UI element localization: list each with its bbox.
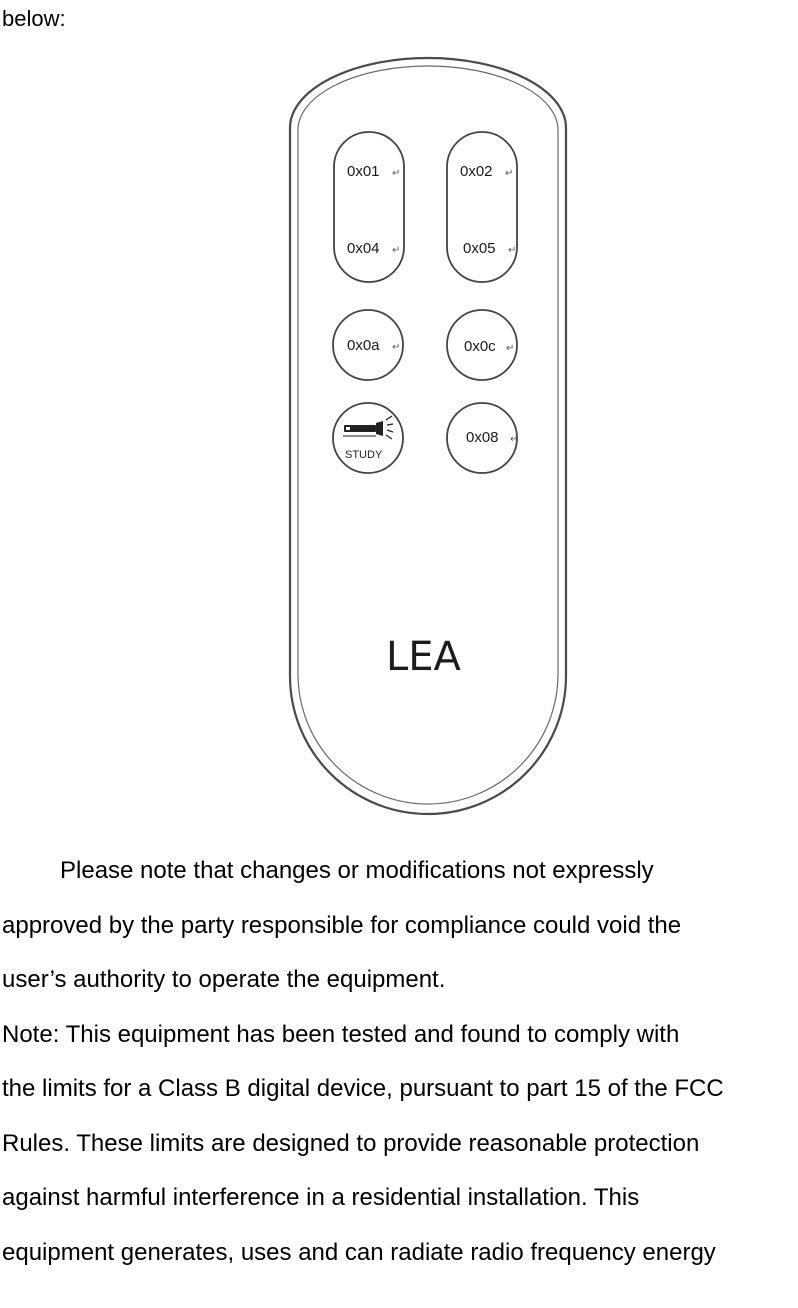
remote-outer-outline [290, 58, 566, 814]
return-mark: ↵ [506, 343, 515, 354]
button-label-0x04: 0x04 [347, 240, 380, 257]
button-label-0x0a: 0x0a [347, 337, 380, 354]
paragraph-line: Rules. These limits are designed to provide reasonable protection [2, 1129, 700, 1157]
paragraph-line: against harmful interference in a residential installation. This [2, 1184, 640, 1211]
button-label-study: STUDY [345, 449, 383, 461]
paragraph-line: Please note that changes or modifications not expressly [60, 857, 654, 884]
flashlight-icon [343, 416, 393, 439]
return-mark: ↵ [510, 434, 519, 445]
pill-button-left[interactable] [334, 132, 404, 282]
brand-logo: LEA [386, 634, 461, 680]
pill-button-right[interactable] [447, 132, 517, 282]
intro-text: below: [2, 6, 66, 31]
paragraph-line: approved by the party responsible for compliance could void the [2, 911, 682, 939]
button-label-0x0c: 0x0c [464, 338, 496, 355]
return-mark: ↵ [505, 168, 514, 179]
return-mark: ↵ [392, 245, 401, 256]
button-label-0x01: 0x01 [347, 163, 380, 180]
button-label-0x05: 0x05 [463, 240, 496, 257]
round-button-study[interactable] [333, 403, 403, 473]
return-mark: ↵ [392, 342, 401, 353]
paragraph-line: equipment generates, uses and can radiate radio frequency energy [2, 1238, 716, 1266]
button-label-0x08: 0x08 [466, 429, 499, 446]
paragraph-line: Note: This equipment has been tested and found to comply with [2, 1020, 680, 1048]
paragraph-line: the limits for a Class B digital device, pursuant to part 15 of the FCC [2, 1075, 724, 1102]
return-mark: ↵ [392, 168, 401, 179]
fcc-statement [2, 844, 798, 1280]
button-label-0x02: 0x02 [460, 163, 493, 180]
remote-inner-outline [298, 66, 558, 804]
paragraph-line: user’s authority to operate the equipment. [2, 966, 446, 993]
return-mark: ↵ [508, 245, 517, 256]
